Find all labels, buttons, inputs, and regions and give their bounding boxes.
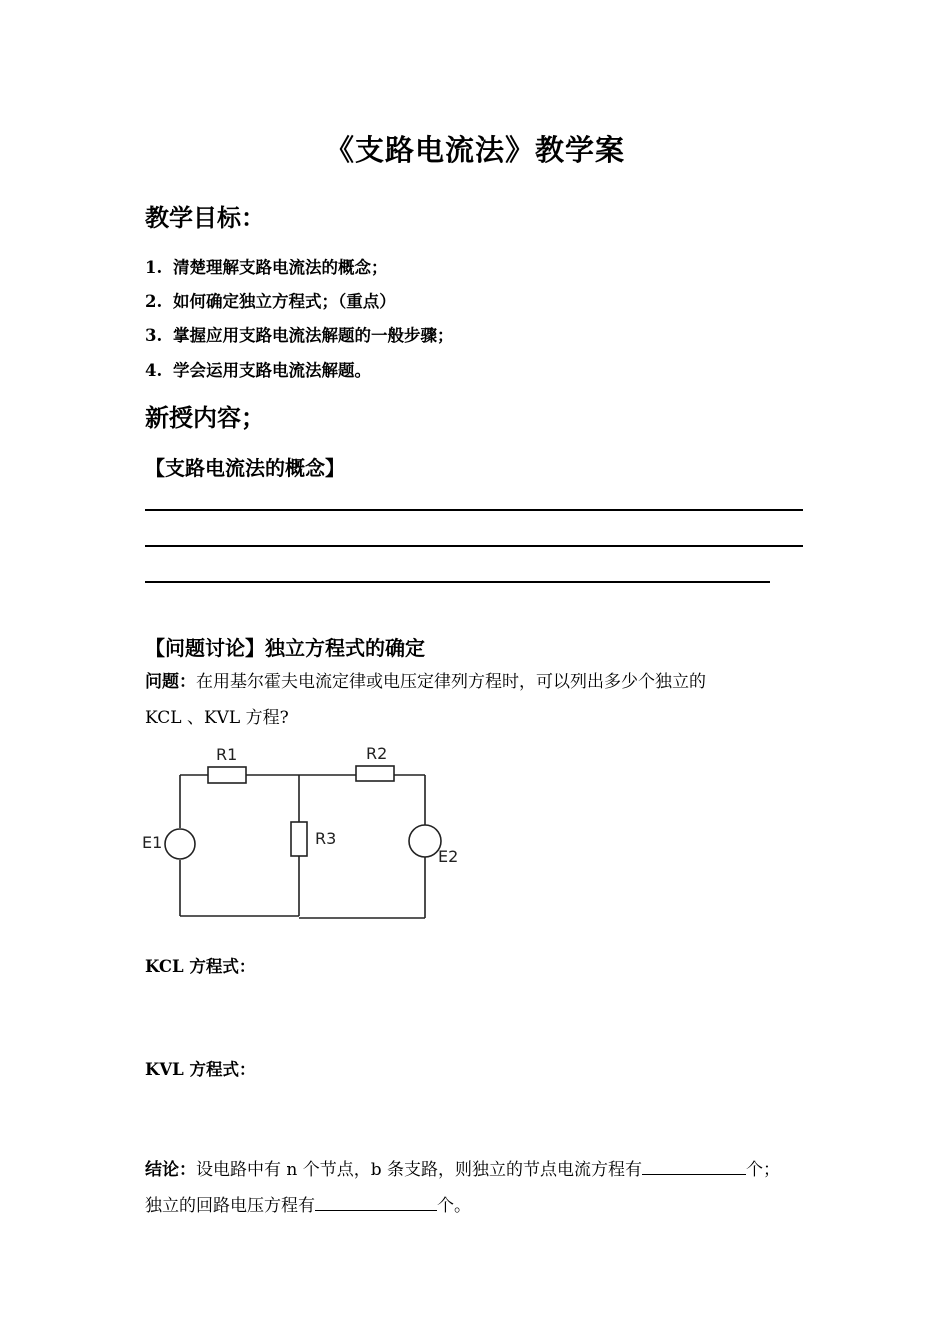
- question-paragraph: [145, 664, 825, 736]
- kcl-label: KCL 方程式：: [145, 957, 256, 976]
- source-e1: [165, 829, 195, 859]
- concept-heading: 【支路电流法的概念】: [145, 456, 345, 480]
- kvl-label: KVL 方程式：: [145, 1060, 256, 1079]
- conclusion-label: 结论：: [145, 1160, 196, 1180]
- discussion-heading: 【问题讨论】独立方程式的确定: [145, 636, 425, 660]
- objectives-heading: 教学目标：: [145, 204, 265, 232]
- objective-item: [145, 322, 454, 346]
- page-title: 《支路电流法》教学案: [324, 133, 625, 167]
- label-r1: R1: [216, 745, 238, 764]
- objective-text: 如何确定独立方程式；（重点）: [173, 292, 396, 311]
- conclusion-paragraph: [145, 1152, 825, 1224]
- conclusion-text: 个。: [437, 1196, 471, 1216]
- content-heading: 新授内容；: [145, 404, 265, 432]
- objective-number: 3.: [145, 326, 163, 345]
- answer-line: [145, 509, 803, 511]
- question-label: 问题：: [145, 672, 196, 692]
- label-r2: R2: [366, 744, 388, 763]
- objective-number: 2.: [145, 292, 163, 311]
- answer-line: [145, 545, 803, 547]
- source-e2: [409, 825, 441, 857]
- objective-number: 1.: [145, 258, 163, 277]
- label-e1: E1: [142, 833, 163, 852]
- label-r3: R3: [315, 829, 337, 848]
- fill-blank[interactable]: [642, 1160, 746, 1175]
- conclusion-text: 设电路中有 n 个节点，b 条支路，则独立的节点电流方程有: [196, 1160, 643, 1180]
- circuit-diagram: [140, 740, 480, 930]
- objective-text: 学会运用支路电流法解题。: [173, 361, 371, 380]
- objective-text: 清楚理解支路电流法的概念；: [173, 258, 388, 277]
- conclusion-text: 个；: [746, 1160, 781, 1180]
- objective-item: [145, 288, 396, 312]
- resistor-r3: [291, 822, 307, 856]
- answer-line: [145, 581, 770, 583]
- objective-item: [145, 254, 388, 278]
- label-e2: E2: [438, 847, 459, 866]
- question-text-2: KCL 、KVL 方程?: [145, 708, 289, 728]
- resistor-r1: [208, 767, 246, 783]
- question-text: 在用基尔霍夫电流定律或电压定律列方程时，可以列出多少个独立的: [196, 672, 706, 692]
- objective-text: 掌握应用支路电流法解题的一般步骤；: [173, 326, 454, 345]
- conclusion-text: 独立的回路电压方程有: [145, 1196, 315, 1216]
- objective-item: [145, 357, 371, 381]
- objective-number: 4.: [145, 361, 163, 380]
- resistor-r2: [356, 766, 394, 781]
- fill-blank[interactable]: [315, 1196, 437, 1211]
